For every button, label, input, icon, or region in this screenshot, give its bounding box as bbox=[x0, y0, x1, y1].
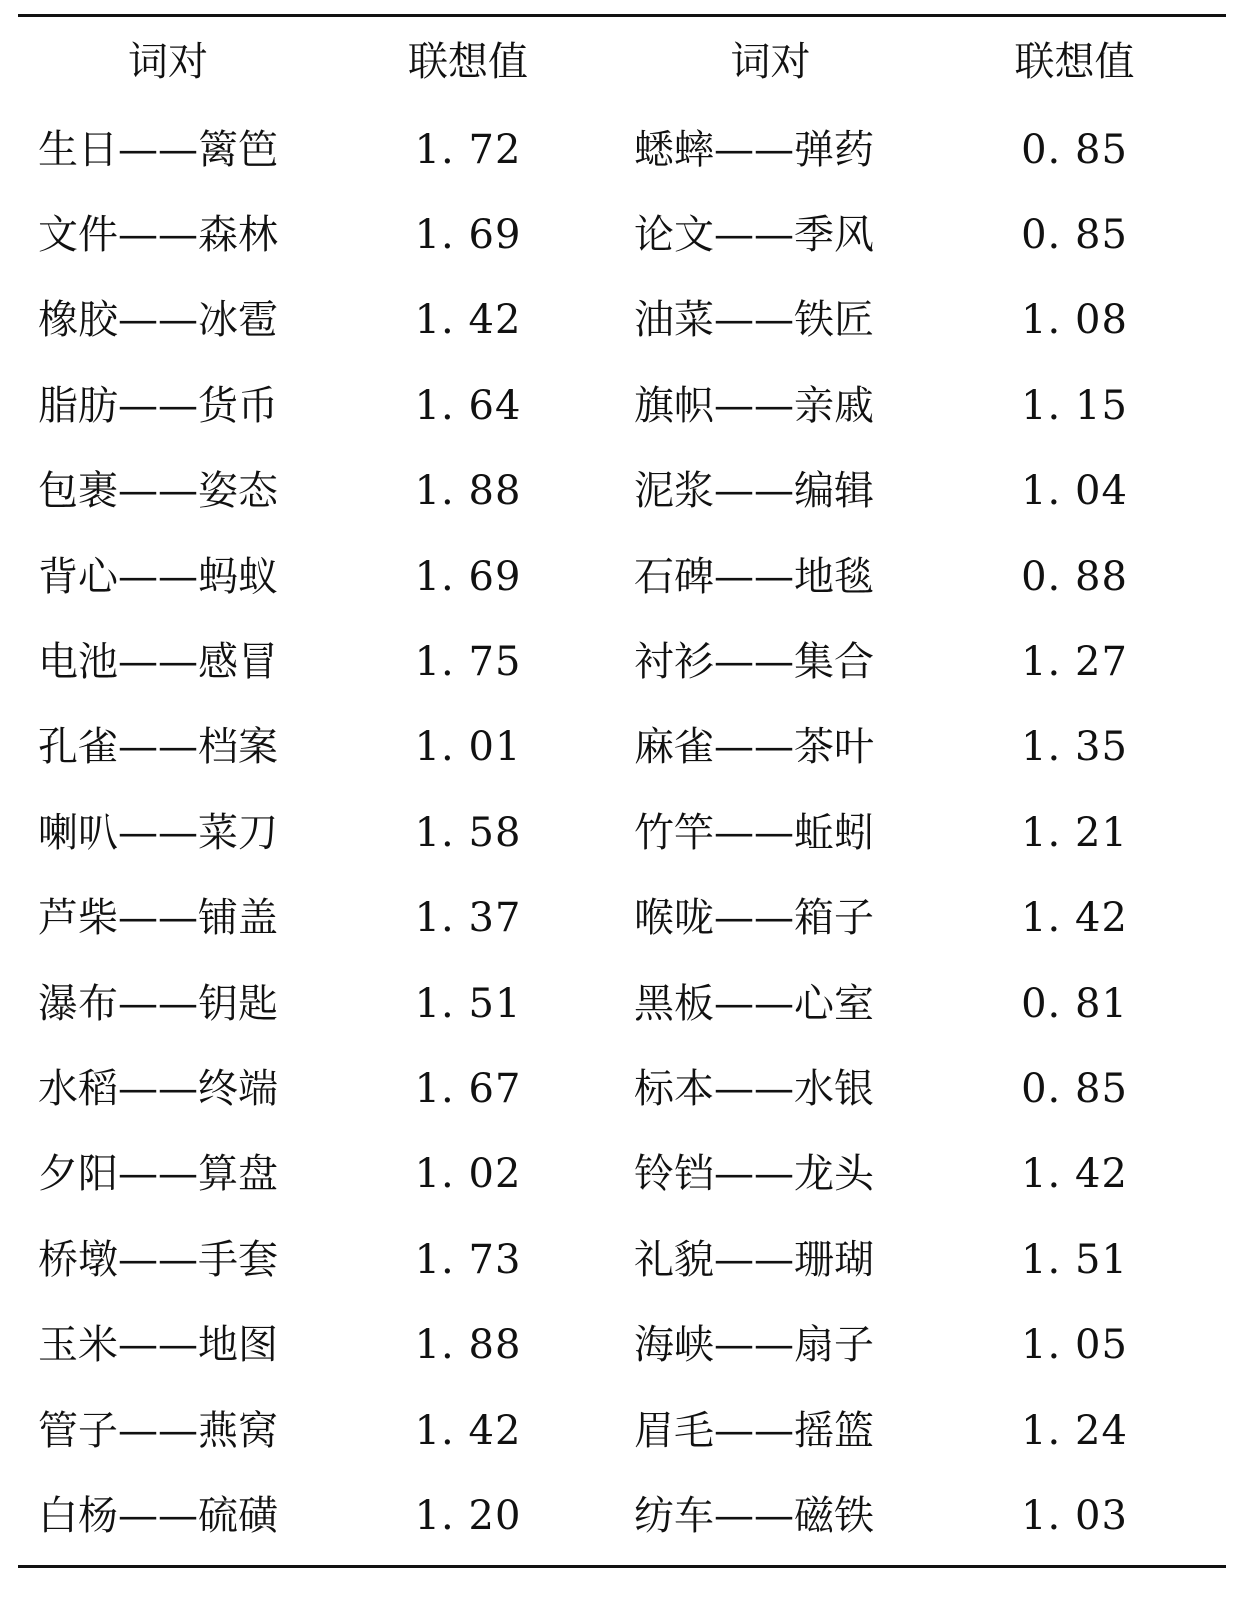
word-pair-left: 脂肪——货币 bbox=[38, 382, 278, 429]
word-pair-left: 包裹——姿态 bbox=[38, 468, 278, 515]
table-row bbox=[18, 705, 1226, 790]
association-value-right: 1. 27 bbox=[1021, 639, 1128, 686]
word-pair-right: 标本——水银 bbox=[634, 1065, 874, 1112]
association-value-left: 1. 88 bbox=[414, 468, 522, 515]
table-body bbox=[18, 107, 1226, 1559]
word-pair-right: 油菜——铁匠 bbox=[634, 297, 874, 344]
word-pair-left: 芦柴——铺盖 bbox=[38, 895, 278, 942]
header-word-pair-2: 词对 bbox=[730, 39, 811, 85]
association-value-left: 1. 51 bbox=[414, 980, 522, 1027]
word-pair-left: 管子——燕窝 bbox=[38, 1407, 278, 1454]
word-pair-right: 蟋蟀——弹药 bbox=[634, 126, 874, 173]
table-row bbox=[18, 1132, 1226, 1217]
table-row bbox=[18, 1302, 1226, 1387]
table-row bbox=[18, 961, 1226, 1046]
header-association-value-1: 联想值 bbox=[408, 39, 528, 85]
table-row bbox=[18, 790, 1226, 875]
table-row bbox=[18, 1388, 1226, 1473]
word-pair-left: 孔雀——档案 bbox=[38, 724, 278, 771]
association-value-right: 0. 85 bbox=[1021, 1065, 1128, 1112]
word-pair-right: 泥浆——编辑 bbox=[634, 468, 874, 515]
word-pair-left: 橡胶——冰雹 bbox=[38, 297, 278, 344]
table-row bbox=[18, 619, 1226, 704]
association-table bbox=[18, 14, 1226, 1568]
table-row bbox=[18, 1217, 1226, 1302]
word-pair-left: 电池——感冒 bbox=[38, 639, 278, 686]
word-pair-right: 纺车——磁铁 bbox=[634, 1492, 874, 1539]
word-pair-left: 背心——蚂蚁 bbox=[38, 553, 278, 600]
header-association-value-2: 联想值 bbox=[1014, 39, 1135, 85]
association-value-left: 1. 42 bbox=[414, 297, 522, 344]
bottom-rule bbox=[18, 1565, 1226, 1568]
association-value-left: 1. 20 bbox=[414, 1492, 522, 1539]
header-word-pair-1: 词对 bbox=[128, 39, 208, 85]
association-value-left: 1. 72 bbox=[414, 126, 522, 173]
word-pair-table bbox=[18, 17, 1226, 1559]
association-value-left: 1. 69 bbox=[414, 553, 522, 600]
association-value-left: 1. 42 bbox=[414, 1407, 522, 1454]
association-value-left: 1. 73 bbox=[414, 1236, 522, 1283]
association-value-left: 1. 37 bbox=[414, 895, 522, 942]
table-row bbox=[18, 1046, 1226, 1131]
association-value-right: 1. 35 bbox=[1021, 724, 1128, 771]
word-pair-left: 文件——森林 bbox=[38, 212, 278, 259]
word-pair-right: 旗帜——亲戚 bbox=[634, 382, 874, 429]
word-pair-right: 礼貌——珊瑚 bbox=[634, 1236, 874, 1283]
table-row bbox=[18, 278, 1226, 363]
word-pair-right: 衬衫——集合 bbox=[634, 639, 874, 686]
association-value-right: 0. 88 bbox=[1021, 553, 1128, 600]
association-value-right: 1. 15 bbox=[1021, 382, 1128, 429]
association-value-right: 0. 81 bbox=[1021, 980, 1128, 1027]
table-row bbox=[18, 192, 1226, 277]
word-pair-right: 铃铛——龙头 bbox=[634, 1151, 874, 1198]
association-value-right: 1. 24 bbox=[1021, 1407, 1128, 1454]
association-value-left: 1. 69 bbox=[414, 212, 522, 259]
association-value-left: 1. 75 bbox=[414, 639, 522, 686]
word-pair-right: 石碑——地毯 bbox=[634, 553, 874, 600]
table-row bbox=[18, 534, 1226, 619]
word-pair-right: 眉毛——摇篮 bbox=[634, 1407, 874, 1454]
association-value-right: 0. 85 bbox=[1021, 212, 1128, 259]
table-row bbox=[18, 363, 1226, 448]
header-row bbox=[18, 17, 1226, 107]
association-value-left: 1. 67 bbox=[414, 1065, 522, 1112]
table-row bbox=[18, 107, 1226, 192]
association-value-right: 1. 08 bbox=[1021, 297, 1128, 344]
word-pair-left: 夕阳——算盘 bbox=[38, 1151, 278, 1198]
word-pair-left: 白杨——硫磺 bbox=[38, 1492, 278, 1539]
word-pair-right: 海峡——扇子 bbox=[634, 1322, 874, 1369]
word-pair-left: 喇叭——菜刀 bbox=[38, 809, 278, 856]
word-pair-left: 生日——篱笆 bbox=[38, 126, 278, 173]
word-pair-left: 桥墩——手套 bbox=[38, 1236, 278, 1283]
association-value-right: 1. 51 bbox=[1021, 1236, 1128, 1283]
word-pair-right: 竹竿——蚯蚓 bbox=[634, 809, 874, 856]
word-pair-left: 玉米——地图 bbox=[38, 1322, 278, 1369]
association-value-right: 1. 03 bbox=[1021, 1492, 1128, 1539]
word-pair-left: 水稻——终端 bbox=[38, 1065, 278, 1112]
table-row bbox=[18, 876, 1226, 961]
word-pair-right: 黑板——心室 bbox=[634, 980, 874, 1027]
word-pair-right: 麻雀——茶叶 bbox=[634, 724, 874, 771]
association-value-left: 1. 02 bbox=[414, 1151, 522, 1198]
association-value-left: 1. 01 bbox=[414, 724, 522, 771]
association-value-left: 1. 58 bbox=[414, 809, 522, 856]
association-value-right: 1. 21 bbox=[1021, 809, 1128, 856]
association-value-right: 0. 85 bbox=[1021, 126, 1128, 173]
word-pair-left: 瀑布——钥匙 bbox=[38, 980, 278, 1027]
table-row bbox=[18, 1473, 1226, 1558]
association-value-right: 1. 42 bbox=[1021, 895, 1128, 942]
association-value-left: 1. 88 bbox=[414, 1322, 522, 1369]
table-row bbox=[18, 449, 1226, 534]
association-value-right: 1. 05 bbox=[1021, 1322, 1128, 1369]
association-value-right: 1. 04 bbox=[1021, 468, 1128, 515]
word-pair-right: 喉咙——箱子 bbox=[634, 895, 874, 942]
association-value-right: 1. 42 bbox=[1021, 1151, 1128, 1198]
association-value-left: 1. 64 bbox=[414, 382, 522, 429]
word-pair-right: 论文——季风 bbox=[634, 212, 874, 259]
